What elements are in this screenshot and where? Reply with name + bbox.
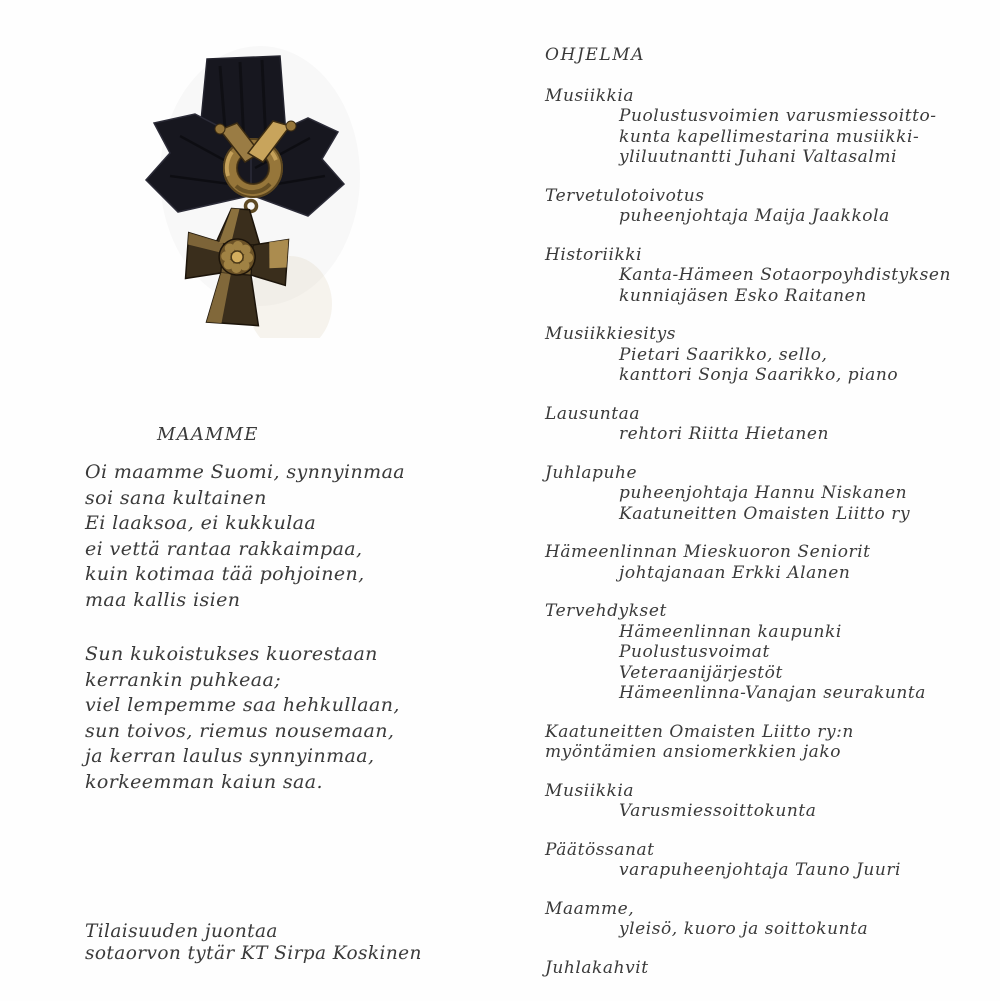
- program-item-label: myöntämien ansiomerkkien jako: [545, 742, 841, 762]
- program-item: [545, 245, 985, 307]
- program-item-label: Musiikkiesitys: [545, 324, 677, 344]
- poem-line: viel lempemme saa hehkullaan,: [85, 694, 400, 716]
- program-item-label: Juhlakahvit: [545, 957, 649, 978]
- program-line: kunta kapellimestarina musiikki-: [619, 126, 920, 147]
- program-line: Pietari Saarikko, sello,: [619, 344, 828, 365]
- program-line: kunniajäsen Esko Raitanen: [619, 285, 867, 306]
- program-line: Puolustusvoimat: [619, 642, 770, 662]
- poem-line: Ei laaksoa, ei kukkulaa: [85, 512, 317, 534]
- program-line: Kaatuneitten Omaisten Liitto ry: [619, 503, 911, 524]
- host-note-line: sotaorvon tytär KT Sirpa Koskinen: [85, 942, 422, 964]
- program-item: [545, 86, 985, 168]
- program-item: [545, 958, 985, 979]
- program-line: puheenjohtaja Hannu Niskanen: [619, 483, 908, 503]
- program-line: varapuheenjohtaja Tauno Juuri: [619, 860, 901, 880]
- poem-line: ja kerran laulus synnyinmaa,: [85, 745, 375, 767]
- program-item-label: Hämeenlinnan Mieskuoron Seniorit: [545, 542, 871, 562]
- program-item-label: Päätössanat: [545, 839, 655, 860]
- program-item: [545, 542, 985, 583]
- cross-bevel-right: [267, 238, 288, 269]
- poem-line: kerrankin puhkeaa;: [85, 668, 282, 691]
- program-line: Kanta-Hämeen Sotaorpoyhdistyksen: [619, 265, 952, 285]
- program-item: [545, 324, 985, 386]
- program-line: Varusmiessoittokunta: [619, 801, 817, 821]
- program-line: yleisö, kuoro ja soittokunta: [619, 919, 869, 939]
- poem-line: Oi maamme Suomi, synnyinmaa: [85, 461, 406, 483]
- poem-stanza-2: [85, 642, 400, 795]
- program-item-label: Lausuntaa: [545, 403, 641, 424]
- program-line: Hämeenlinna-Vanajan seurakunta: [619, 683, 926, 703]
- program-line: kanttori Sonja Saarikko, piano: [619, 365, 899, 385]
- program-list: [545, 45, 985, 996]
- host-note: [85, 921, 422, 964]
- poem-line: Sun kukoistukses kuorestaan: [85, 643, 378, 665]
- poem-line: maa kallis isien: [85, 588, 241, 611]
- program-line: Puolustusvoimien varusmiessoitto-: [619, 106, 937, 126]
- poem-stanza-1: [85, 460, 405, 613]
- program-item: [545, 601, 985, 704]
- program-item-label: Musiikkia: [545, 85, 635, 106]
- program-line: rehtori Riitta Hietanen: [619, 424, 829, 444]
- program-item: [545, 781, 985, 822]
- program-item: [545, 899, 985, 940]
- program-item-label: Kaatuneitten Omaisten Liitto ry:n: [545, 721, 854, 742]
- poem-title: MAAMME: [157, 424, 259, 445]
- horn-knob-right: [286, 121, 296, 131]
- program-item-label: Juhlapuhe: [545, 462, 638, 483]
- program-item: [545, 463, 985, 525]
- poem-line: sun toivos, riemus nousemaan,: [85, 719, 395, 742]
- program-title: OHJELMA: [545, 45, 646, 65]
- program-line: puheenjohtaja Maija Jaakkola: [619, 206, 890, 226]
- program-item: [545, 840, 985, 881]
- poem-line: soi sana kultainen: [85, 486, 267, 509]
- program-line: Veteraanijärjestöt: [619, 662, 783, 683]
- program-line: Hämeenlinnan kaupunki: [619, 621, 842, 642]
- medal-photo: [140, 26, 380, 338]
- poem-line: korkeemman kaiun saa.: [85, 770, 323, 793]
- horn-knob-left: [215, 124, 225, 134]
- program-item-label: Tervetulotoivotus: [545, 185, 705, 206]
- rosette-center: [231, 251, 244, 264]
- mourning-cross-medal-icon: [140, 26, 380, 338]
- program-line: johtajanaan Erkki Alanen: [619, 562, 851, 583]
- program-item-label: Tervehdykset: [545, 601, 667, 621]
- program-line: yliluutnantti Juhani Valtasalmi: [619, 147, 897, 167]
- program-item: [545, 722, 985, 763]
- host-note-line: Tilaisuuden juontaa: [85, 921, 278, 942]
- poem-line: kuin kotimaa tää pohjoinen,: [85, 563, 365, 585]
- poem-line: ei vettä rantaa rakkaimpaa,: [85, 537, 363, 560]
- program-item: [545, 186, 985, 227]
- program-item-label: Musiikkia: [545, 780, 635, 801]
- program-item-label: Maamme,: [545, 898, 635, 919]
- program-item-label: Historiikki: [545, 244, 643, 265]
- program-item: [545, 404, 985, 445]
